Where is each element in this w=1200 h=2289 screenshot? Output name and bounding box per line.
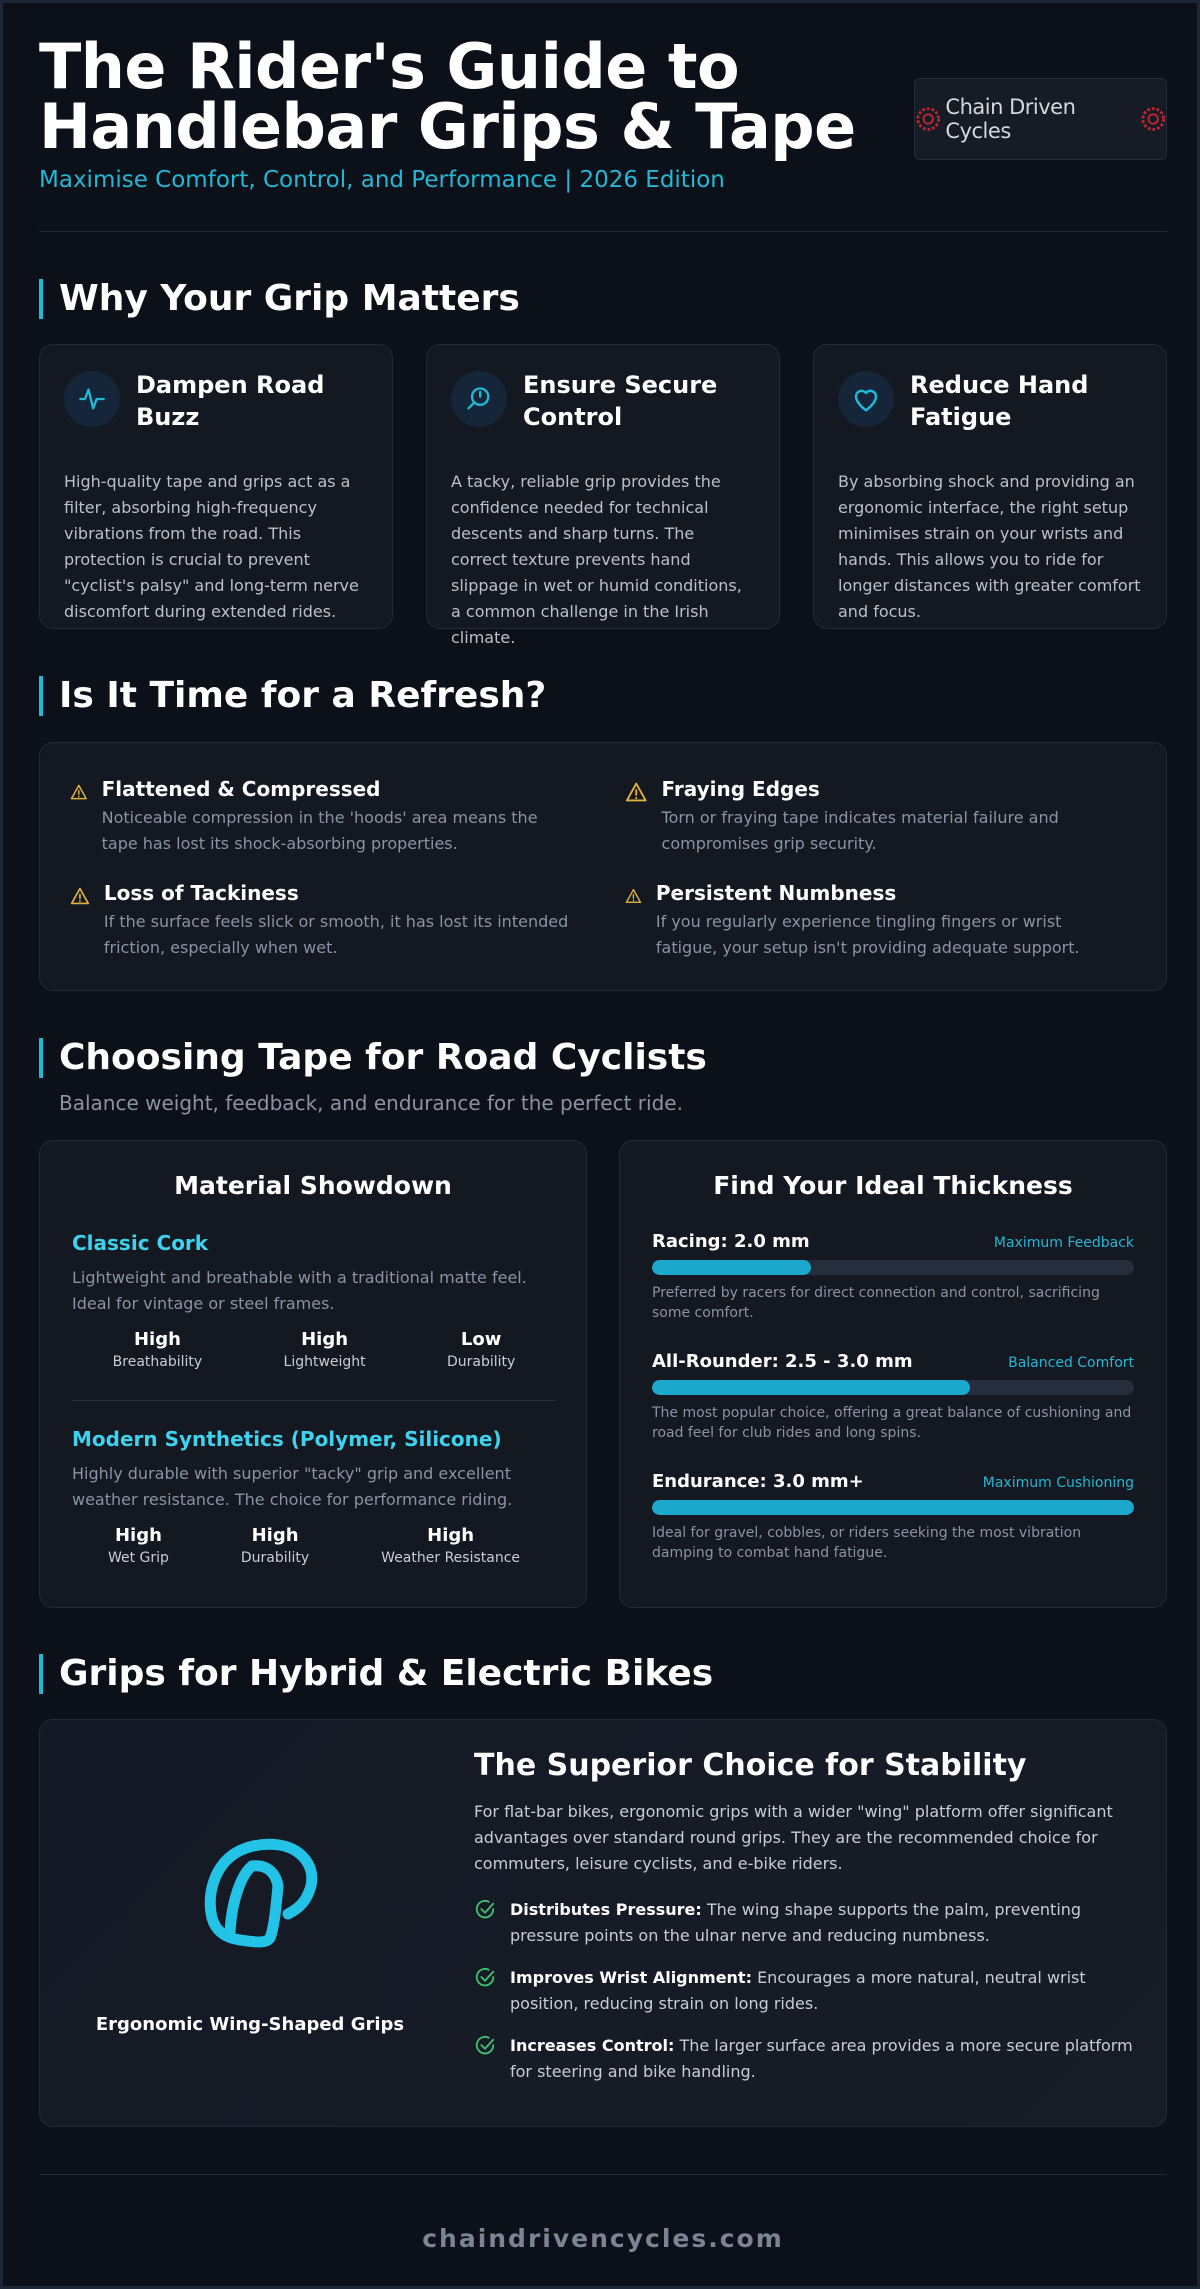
divider — [39, 2174, 1167, 2175]
material-name: Modern Synthetics (Polymer, Silicone) — [72, 1427, 502, 1451]
warning-item — [625, 777, 1125, 857]
thickness-row — [652, 1231, 1134, 1323]
thickness-bar — [652, 1260, 1134, 1275]
chainring-icon — [915, 105, 941, 133]
warning-title: Loss of Tackiness — [103, 881, 299, 905]
logo-text: Chain Driven Cycles — [945, 95, 1076, 143]
warning-icon — [625, 777, 648, 807]
stat-label: Durability — [446, 1354, 516, 1370]
section-title-why: Why Your Grip Matters — [39, 279, 520, 319]
check-circle-icon — [474, 2035, 496, 2057]
title-line-2: Handlebar Grips & Tape — [39, 90, 856, 163]
warning-text: Torn or fraying tape indicates material failure and compromises grip security. — [661, 808, 1059, 853]
material-synthetics — [72, 1427, 556, 1566]
thickness-bar-fill — [652, 1500, 1134, 1515]
warning-title: Flattened & Compressed — [101, 777, 381, 801]
thickness-tag: Maximum Feedback — [993, 1235, 1134, 1251]
material-name: Classic Cork — [72, 1231, 209, 1255]
check-circle-icon — [474, 1899, 496, 1921]
warning-item — [625, 881, 1125, 961]
benefit-text: The wing shape supports the palm, preventing pressure points on the ulnar nerve and reducing numbness. — [510, 1900, 1082, 1945]
divider — [39, 231, 1167, 232]
benefit-label: Improves Wrist Alignment: — [510, 1968, 752, 1987]
heart-icon — [838, 371, 894, 427]
material-stats — [72, 1525, 556, 1566]
warning-item — [70, 881, 570, 961]
material-desc: Highly durable with superior "tacky" grip and excellent weather resistance. The choice for performance riding. — [72, 1464, 513, 1509]
thickness-bar-fill — [652, 1380, 970, 1395]
thickness-row — [652, 1471, 1134, 1563]
ergonomic-grip-icon — [192, 1822, 332, 1962]
stat-value: High — [427, 1525, 475, 1546]
benefit-text: Encourages a more natural, neutral wrist position, reducing strain on long rides. — [510, 1968, 1086, 2013]
thickness-bar — [652, 1500, 1134, 1515]
check-circle-icon — [474, 1967, 496, 1989]
section-title-refresh: Is It Time for a Refresh? — [39, 676, 546, 716]
thickness-tag: Balanced Comfort — [1008, 1355, 1134, 1371]
warning-item — [70, 777, 570, 857]
material-showdown-title: Material Showdown — [174, 1171, 452, 1200]
thickness-bar-fill — [652, 1260, 811, 1275]
why-card — [813, 344, 1167, 629]
activity-pulse-icon — [64, 371, 120, 427]
why-card-title: Ensure Secure Control — [523, 371, 718, 431]
stat-label: Lightweight — [283, 1354, 366, 1370]
thickness-name: Endurance: 3.0 mm+ — [652, 1471, 864, 1492]
benefit-item — [474, 2033, 1144, 2085]
section-title-hybrid: Grips for Hybrid & Electric Bikes — [39, 1654, 713, 1694]
benefit-item — [474, 1897, 1144, 1949]
why-card — [39, 344, 393, 629]
stat-value: Low — [460, 1329, 502, 1350]
logo — [914, 78, 1167, 160]
benefit-label: Distributes Pressure: — [510, 1900, 702, 1919]
material-showdown-card — [39, 1140, 587, 1608]
thickness-name: Racing: 2.0 mm — [652, 1231, 810, 1252]
benefit-item — [474, 1965, 1144, 2017]
footer-url[interactable]: chaindrivencycles.com — [422, 2224, 784, 2253]
why-card-title: Dampen Road Buzz — [136, 371, 325, 431]
stat-label: Weather Resistance — [381, 1550, 521, 1566]
benefit-label: Increases Control: — [510, 2036, 675, 2055]
why-card-text: By absorbing shock and providing an ergonomic interface, the right setup minimises strain on your wrists and hands. This allows you to ride for longer distances with greater comfort and focus. — [838, 472, 1141, 621]
thickness-bar — [652, 1380, 1134, 1395]
refresh-card — [39, 742, 1167, 991]
hybrid-caption: Ergonomic Wing-Shaped Grips — [95, 2014, 405, 2035]
why-card — [426, 344, 780, 647]
stat-label: Durability — [240, 1550, 310, 1566]
warning-icon — [70, 777, 88, 807]
thickness-title: Find Your Ideal Thickness — [713, 1171, 1073, 1200]
thickness-row — [652, 1351, 1134, 1443]
why-card-text: A tacky, reliable grip provides the confidence needed for technical descents and sharp turns. The correct texture prevents hand slippage in wet or humid conditions, a common challenge in the Irish climate. — [451, 472, 742, 647]
page-title — [39, 30, 879, 163]
warning-text: If you regularly experience tingling fingers or wrist fatigue, your setup isn't providing adequate support. — [655, 912, 1080, 957]
stat-value: High — [114, 1525, 162, 1546]
warning-icon — [625, 881, 642, 911]
warning-text: Noticeable compression in the 'hoods' area means the tape has lost its shock-absorbing properties. — [101, 808, 538, 853]
thickness-desc: Ideal for gravel, cobbles, or riders seeking the most vibration damping to combat hand fatigue. — [652, 1525, 1082, 1561]
stat-label: Breathability — [112, 1354, 203, 1370]
why-card-title: Reduce Hand Fatigue — [910, 371, 1089, 431]
material-stats — [72, 1329, 556, 1370]
thickness-tag: Maximum Cushioning — [982, 1475, 1134, 1491]
material-desc: Lightweight and breathable with a traditional matte feel. Ideal for vintage or steel frames. — [72, 1268, 527, 1313]
stat-label: Wet Grip — [107, 1550, 169, 1566]
stat-value: High — [301, 1329, 349, 1350]
grip-control-icon — [451, 371, 507, 427]
title-line-1: The Rider's Guide to — [39, 30, 740, 103]
hybrid-text: For flat-bar bikes, ergonomic grips with a wider "wing" platform offer significant advantages over standard round grips. They are the recommended choice for commuters, leisure cyclists, and e-bike riders. — [474, 1802, 1113, 1873]
stat-value: High — [133, 1329, 181, 1350]
warning-title: Persistent Numbness — [655, 881, 897, 905]
benefit-text: The larger surface area provides a more secure platform for steering and bike handling. — [510, 2036, 1133, 2081]
header — [39, 30, 1167, 231]
why-card-text: High-quality tape and grips act as a filter, absorbing high-frequency vibrations from the road. This protection is crucial to prevent "cyclist's palsy" and long-term nerve discomfort during extended rides. — [64, 472, 359, 621]
hybrid-heading: The Superior Choice for Stability — [474, 1748, 1027, 1783]
section-subtitle-tape: Balance weight, feedback, and endurance for the perfect ride. — [59, 1091, 683, 1115]
material-cork — [72, 1231, 556, 1370]
chainring-icon — [1140, 105, 1166, 133]
thickness-card — [619, 1140, 1167, 1608]
thickness-name: All-Rounder: 2.5 - 3.0 mm — [652, 1351, 913, 1372]
warning-icon — [70, 881, 90, 911]
thickness-desc: Preferred by racers for direct connection and control, sacrificing some comfort. — [652, 1285, 1100, 1321]
page-subtitle: Maximise Comfort, Control, and Performance | 2026 Edition — [39, 167, 725, 193]
thickness-desc: The most popular choice, offering a great balance of cushioning and road feel for club rides and long spins. — [652, 1405, 1132, 1441]
warning-title: Fraying Edges — [661, 777, 820, 801]
divider — [72, 1400, 556, 1401]
warning-text: If the surface feels slick or smooth, it has lost its intended friction, especially when wet. — [103, 912, 569, 957]
section-title-tape: Choosing Tape for Road Cyclists — [39, 1038, 707, 1078]
hybrid-card — [39, 1719, 1167, 2127]
stat-value: High — [251, 1525, 299, 1546]
